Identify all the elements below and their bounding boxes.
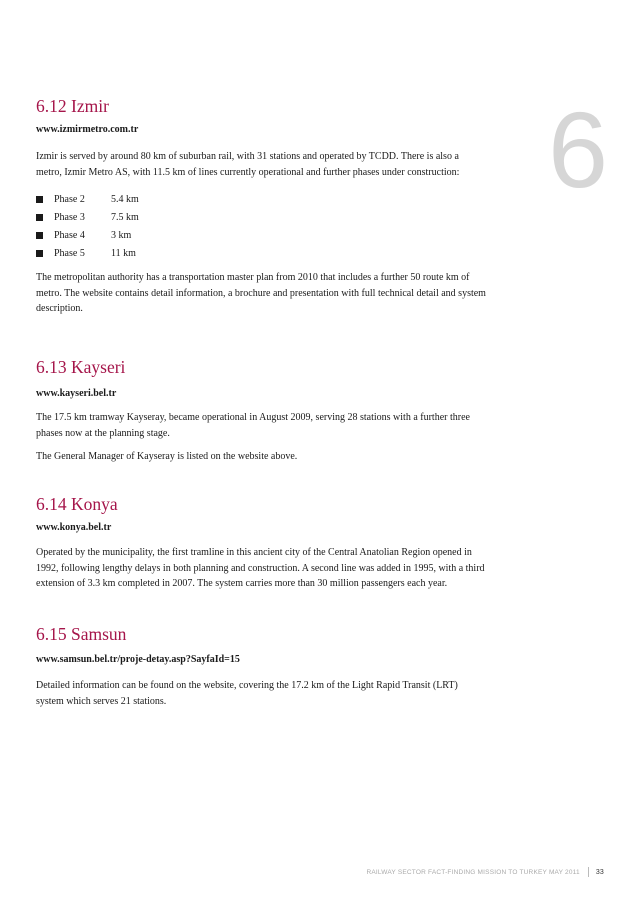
list-item: [36, 226, 486, 244]
phase-length: 7.5 km: [111, 211, 139, 223]
square-bullet-icon: [36, 250, 43, 257]
phase-name: Phase 5: [54, 247, 85, 259]
section-paragraph: The General Manager of Kayseray is listed on the website above.: [36, 451, 298, 462]
section-heading: 6.12 Izmir: [36, 96, 109, 116]
square-bullet-icon: [36, 232, 43, 239]
phase-name: Phase 3: [54, 211, 85, 223]
phase-name: Phase 2: [54, 193, 85, 205]
list-item: [36, 244, 486, 262]
square-bullet-icon: [36, 214, 43, 221]
section-paragraph: Detailed information can be found on the website, covering the 17.2 km of the Light Rapid Transit (LRT) system which serves 21 stations.: [36, 680, 458, 707]
phase-length: 11 km: [111, 247, 136, 259]
chapter-number: 6: [548, 89, 609, 210]
section-paragraph: Izmir is served by around 80 km of suburban rail, with 31 stations and operated by TCDD. There is also a metro, Izmir Metro AS, with 11.5 km of lines currently operational and further phases under construction:: [36, 151, 460, 178]
phase-length: 3 km: [111, 229, 132, 241]
list-item: [36, 208, 486, 226]
section-url: www.samsun.bel.tr/proje-detay.asp?SayfaId=15: [36, 654, 240, 665]
phase-length: 5.4 km: [111, 193, 139, 205]
section-kayseri: [36, 357, 486, 465]
footer-divider: [588, 867, 589, 877]
list-item: [36, 190, 486, 208]
section-paragraph: Operated by the municipality, the first tramline in this ancient city of the Central Anatolian Region opened in 1992, following lengthy delays in both planning and construction. A second line was added in 1995, with a third extension of 3.3 km completed in 2007. The system carries more than 30 million passengers each year.: [36, 547, 485, 589]
phase-name: Phase 4: [54, 229, 85, 241]
section-samsun: [36, 624, 486, 709]
page-footer: [367, 867, 605, 877]
section-paragraph: The metropolitan authority has a transportation master plan from 2010 that includes a further 50 route km of metro. The website contains detail information, a brochure and presentation with full technical detail and system description.: [36, 272, 486, 314]
section-heading: 6.14 Konya: [36, 494, 118, 514]
square-bullet-icon: [36, 196, 43, 203]
page-number: 33: [595, 868, 604, 876]
section-konya: [36, 494, 486, 592]
section-izmir: [36, 96, 486, 317]
section-url: www.konya.bel.tr: [36, 522, 112, 533]
section-heading: 6.13 Kayseri: [36, 357, 126, 377]
section-url: www.kayseri.bel.tr: [36, 388, 117, 399]
section-paragraph: The 17.5 km tramway Kayseray, became operational in August 2009, serving 28 stations with a further three phases now at the planning stage.: [36, 412, 470, 439]
section-heading: 6.15 Samsun: [36, 624, 127, 644]
section-url: www.izmirmetro.com.tr: [36, 124, 139, 135]
phase-list: [36, 190, 486, 262]
running-title: RAILWAY SECTOR FACT-FINDING MISSION TO TURKEY MAY 2011: [366, 868, 580, 876]
